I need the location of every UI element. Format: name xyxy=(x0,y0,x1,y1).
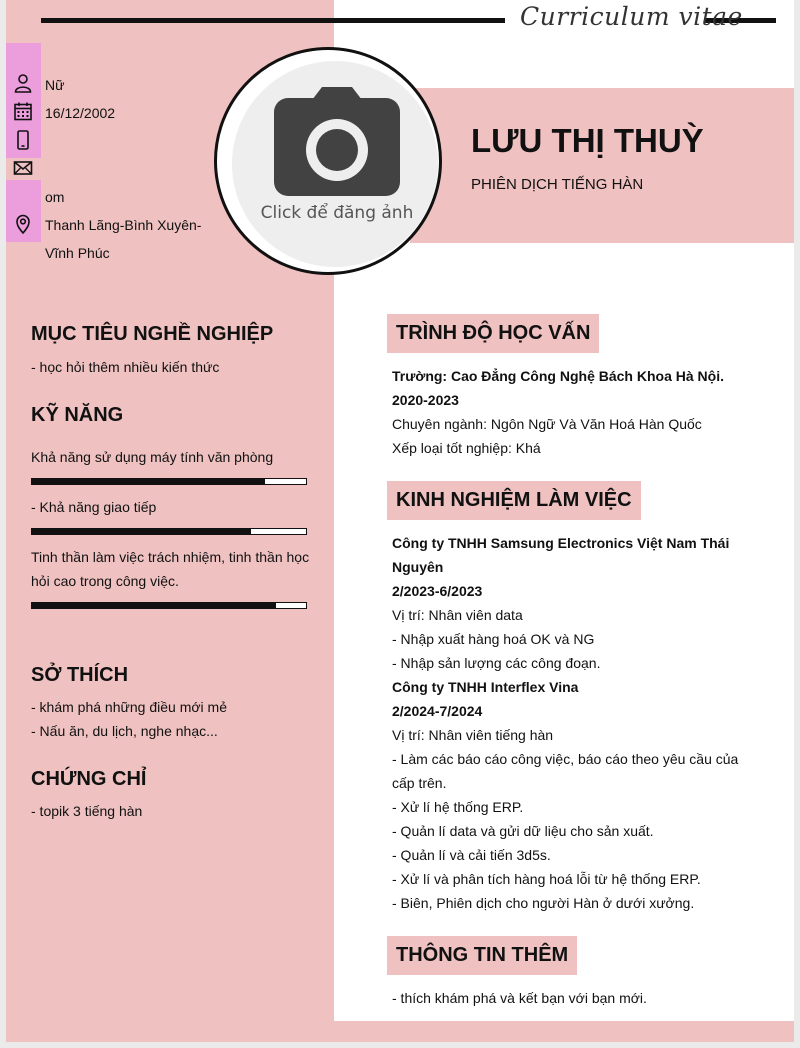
skill-bar xyxy=(31,602,307,609)
education-major: Chuyên ngành: Ngôn Ngữ Và Văn Hoá Hàn Quốc xyxy=(392,416,702,432)
job-company: Công ty TNHH Samsung Electronics Việt Nam Thái Nguyên xyxy=(392,535,730,575)
education-period: 2020-2023 xyxy=(392,392,459,408)
additional-info-text: - thích khám phá và kết bạn với bạn mới. xyxy=(392,990,647,1006)
job-duty: - Biên, Phiên dịch cho người Hàn ở dưới xưởng. xyxy=(392,895,695,911)
location-pin-icon xyxy=(13,214,33,234)
experience-block xyxy=(392,531,762,915)
skill-bar-fill xyxy=(32,529,251,534)
skill-bar-fill xyxy=(32,479,265,484)
skill-label: Tinh thần làm việc trách nhiệm, tinh thần học hỏi cao trong công việc. xyxy=(31,549,310,589)
job-period: 2/2024-7/2024 xyxy=(392,703,483,719)
calendar-icon xyxy=(13,101,33,121)
objective-heading: MỤC TIÊU NGHỀ NGHIỆP xyxy=(31,323,274,345)
skills-heading: KỸ NĂNG xyxy=(31,404,124,426)
skill-label: - Khả năng giao tiếp xyxy=(31,499,157,515)
job-duty: - Nhập sản lượng các công đoạn. xyxy=(392,655,601,671)
user-icon xyxy=(13,73,33,93)
job-duty: - Nhập xuất hàng hoá OK và NG xyxy=(392,631,595,647)
additional-info-heading: THÔNG TIN THÊM xyxy=(387,936,577,975)
hobbies-list xyxy=(31,695,311,743)
gender-value: Nữ xyxy=(45,77,65,93)
education-school: Trường: Cao Đẳng Công Nghệ Bách Khoa Hà Nội. xyxy=(392,368,724,384)
job-position: Vị trí: Nhân viên tiếng hàn xyxy=(392,727,554,743)
education-block xyxy=(392,364,762,460)
experience-heading: KINH NGHIỆM LÀM VIỆC xyxy=(387,481,641,520)
job-duty: - Xử lí và phân tích hàng hoá lỗi từ hệ thống ERP. xyxy=(392,871,701,887)
mail-icon xyxy=(13,158,33,178)
job-duty: - Quản lí data và gửi dữ liệu cho sản xuất. xyxy=(392,823,654,839)
header-rule-left xyxy=(41,18,505,23)
birthdate-value: 16/12/2002 xyxy=(45,105,116,121)
phone-icon xyxy=(13,130,33,150)
cv-page xyxy=(6,0,794,1042)
bottom-strip xyxy=(334,1021,794,1042)
objective-text: - học hỏi thêm nhiều kiến thức xyxy=(31,359,220,375)
hobby-item: - khám phá những điều mới mẻ xyxy=(31,699,227,715)
address-line-1: Thanh Lãng-Bình Xuyên- xyxy=(45,217,202,233)
certificates-heading: CHỨNG CHỈ xyxy=(31,768,147,790)
photo-upload-label[interactable]: Click để đăng ảnh xyxy=(260,203,414,223)
job-duty: - Làm các báo cáo công việc, báo cáo theo yêu cầu của cấp trên. xyxy=(392,751,739,791)
job-title: PHIÊN DỊCH TIẾNG HÀN xyxy=(471,176,644,193)
skill-bar xyxy=(31,528,307,535)
hobby-item: - Nấu ăn, du lịch, nghe nhạc... xyxy=(31,723,218,739)
address-line-2: Vĩnh Phúc xyxy=(45,245,110,261)
camera-icon[interactable] xyxy=(274,86,400,196)
skill-label: Khả năng sử dụng máy tính văn phòng xyxy=(31,449,274,465)
cv-title: Curriculum vitae xyxy=(520,2,743,31)
job-company: Công ty TNHH Interflex Vina xyxy=(392,679,579,695)
name-band xyxy=(410,88,794,243)
certificate-item: - topik 3 tiếng hàn xyxy=(31,803,143,819)
candidate-name: LƯU THỊ THUỲ xyxy=(471,122,704,159)
hobbies-heading: SỞ THÍCH xyxy=(31,664,129,686)
job-period: 2/2023-6/2023 xyxy=(392,583,483,599)
skill-bar-fill xyxy=(32,603,276,608)
education-heading: TRÌNH ĐỘ HỌC VẤN xyxy=(387,314,599,353)
job-position: Vị trí: Nhân viên data xyxy=(392,607,523,623)
job-duty: - Xử lí hệ thống ERP. xyxy=(392,799,524,815)
job-duty: - Quản lí và cải tiến 3d5s. xyxy=(392,847,551,863)
email-value: om xyxy=(45,189,65,205)
skill-bar xyxy=(31,478,307,485)
education-grade: Xếp loại tốt nghiệp: Khá xyxy=(392,440,541,456)
